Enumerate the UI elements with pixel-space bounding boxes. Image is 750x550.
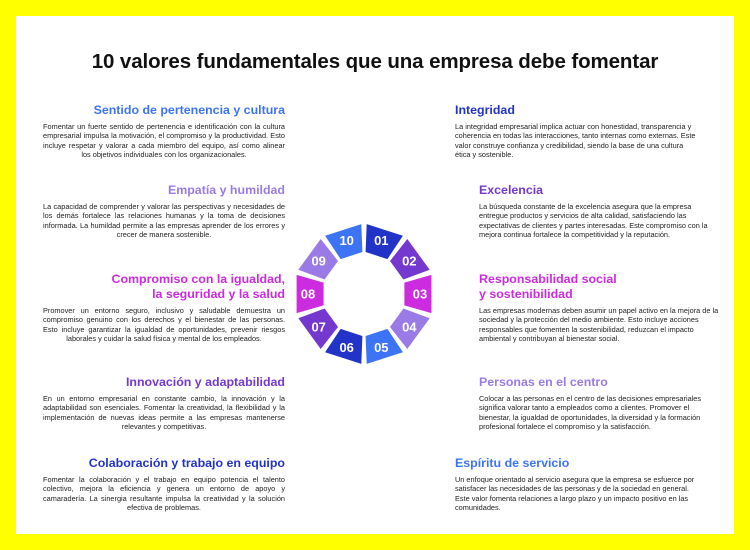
infographic-card <box>16 16 734 534</box>
value-title: Innovación y adaptabilidad <box>125 375 285 389</box>
ring-number-09: 09 <box>311 253 326 269</box>
ring-number-03: 03 <box>412 286 428 302</box>
value-title: Integridad <box>455 103 515 117</box>
value-title: Colaboración y trabajo en equipo <box>88 456 285 470</box>
ring-number-04: 04 <box>402 319 417 335</box>
page-title: 10 valores fundamentales que una empresa debe fomentar <box>91 50 659 73</box>
value-title: Espíritu de servicio <box>455 456 570 470</box>
value-title: Compromiso con la igualdad, la seguridad y la salud <box>111 272 285 301</box>
value-text: Promover un entorno seguro, inclusivo y saludable demuestra un compromiso genuino con los derechos y el bienestar de las personas. Esto incluye garantizar la igualdad de oportunidades, prevenir riesgos laborales y cuidar la salud física y mental de los empleados. <box>43 306 285 344</box>
values-ring-diagram <box>16 16 734 534</box>
ring-number-07: 07 <box>311 319 326 335</box>
value-text: Fomentar la colaboración y el trabajo en equipo potencia el talento colectivo, mejora la eficiencia y genera un entorno de apoyo y camaradería. La sinergia resultante impulsa la creatividad y la solución efectiva de problemas. <box>43 475 285 513</box>
ring-number-10: 10 <box>339 233 354 249</box>
value-title: Responsabilidad social y sostenibilidad <box>479 272 617 301</box>
ring-number-06: 06 <box>339 339 354 355</box>
value-text: La integridad empresarial implica actuar con honestidad, transparencia y coherencia en todas las interacciones, tanto internas como externas. Este valor construye confianza y credibilidad, siendo la base de una cultura ética y sostenible. <box>455 122 696 160</box>
value-text: Un enfoque orientado al servicio asegura que la empresa se esfuerce por satisfacer las necesidades de las personas y de la sociedad en general. Este valor fomenta relaciones a largo plazo y un impacto positivo en las comunidades. <box>455 475 695 513</box>
value-text: Las empresas modernas deben asumir un papel activo en la mejora de la sociedad y la protección del medio ambiente. Esto incluye acciones responsables que fomenten la sostenibilidad, reduzcan el impacto ambiental y contribuyan al bienestar social. <box>479 306 719 344</box>
value-text: Colocar a las personas en el centro de las decisiones empresariales significa valorar tanto a empleados como a clientes. Promover el bienestar, la igualdad de oportunidades, la diversidad y la formación profesional fortalece el compromiso y la satisfacción. <box>479 394 702 432</box>
value-title: Excelencia <box>479 183 544 197</box>
ring-number-05: 05 <box>374 339 389 355</box>
value-text: En un entorno empresarial en constante cambio, la innovación y la adaptabilidad son esenciales. Fomentar la creatividad, la flexibilidad y la implementación de nuevas ideas permite a las empresas mantenerse relevantes y competitivas. <box>43 394 285 432</box>
ring-number-01: 01 <box>374 233 389 249</box>
value-text: La búsqueda constante de la excelencia asegura que la empresa entregue productos y servicios de alta calidad, satisfaciendo las expectativas de clientes y partes interesadas. Este compromiso con la mejora continua fortalece la competitividad y la reputación. <box>479 202 708 240</box>
ring-number-02: 02 <box>402 253 417 269</box>
ring-number-08: 08 <box>300 286 316 302</box>
value-text: La capacidad de comprender y valorar las perspectivas y necesidades de los demás fortalece las relaciones humanas y la toma de decisiones informada. La humildad permite a las empresas aprender de los errores y crecer de manera sostenible. <box>43 202 285 240</box>
value-title: Sentido de pertenencia y cultura <box>93 103 285 117</box>
value-title: Empatía y humildad <box>167 183 285 197</box>
value-title: Personas en el centro <box>479 375 608 389</box>
value-text: Fomentar un fuerte sentido de pertenencia e identificación con la cultura empresarial impulsa la motivación, el compromiso y la productividad. Esto incluye respetar y valorar a cada miembro del equipo, así como alinear los objetivos individuales con los organizacionales. <box>43 122 285 160</box>
